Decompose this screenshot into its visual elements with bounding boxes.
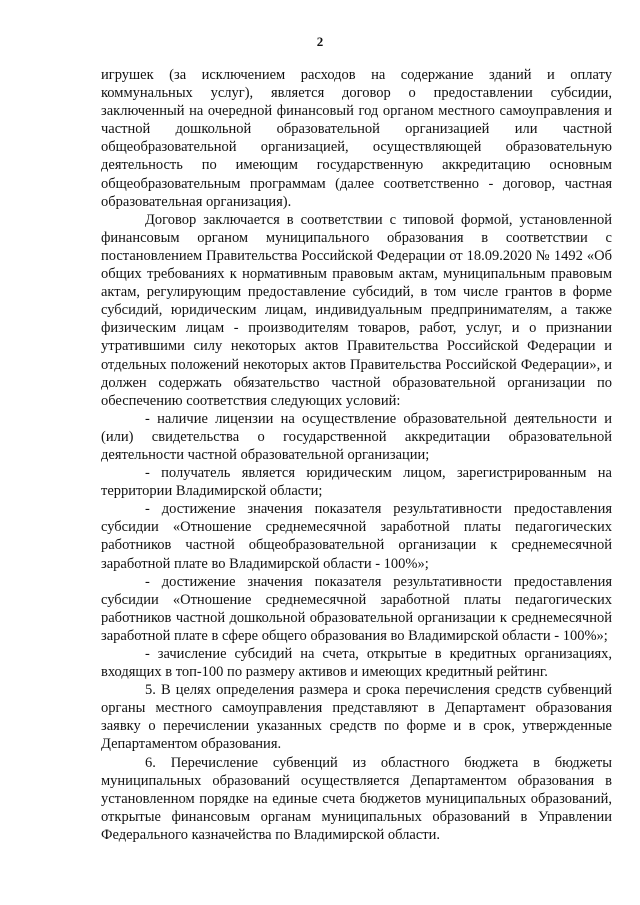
page-number: 2 (316, 34, 324, 49)
list-item-legal-entity: - получатель является юридическим лицом, зарегистрированным на территории Владимирской области; (101, 465, 612, 500)
list-item-general-school-salary: - достижение значения показателя результативности предоставления субсидии «Отношение среднемесячной заработной платы педагогических работников частной общеобразовательной организации к среднемесячной заработной плате во Владимирской области - 100%»; (101, 501, 612, 572)
document-body (101, 66, 612, 844)
paragraph-continuation: игрушек (за исключением расходов на содержание зданий и оплату коммунальных услуг), является договор о предоставлении субсидии, заключенный на очередной финансовый год органом местного самоуправления и частной дошкольной образовательной организацией или частной общеобразовательной организацией, осуществляющей образовательную деятельность по имеющим государственную аккредитацию основным общеобразовательным программам (далее соответственно - договор, частная образовательная организация). (101, 67, 612, 210)
paragraph-section-5: 5. В целях определения размера и срока перечисления средств субвенций органы местного самоуправления представляют в Департамент образования заявку о перечислении указанных средств по форме и в срок, утвержденные Департаментом образования. (101, 682, 612, 753)
list-item-bank-accounts: - зачисление субсидий на счета, открытые в кредитных организациях, входящих в топ-100 по размеру активов и имеющих кредитный рейтинг. (101, 646, 612, 681)
list-item-license: - наличие лицензии на осуществление образовательной деятельности и (или) свидетельства о государственной аккредитации образовательной деятельности частной образовательной организации; (101, 410, 612, 463)
paragraph-contract-conditions: Договор заключается в соответствии с типовой формой, установленной финансовым органом муниципального образования в соответствии с постановлением Правительства Российской Федерации от 18.09.2020 № 1492 «Об общих требованиях к нормативным правовым актам, муниципальным правовым актам, регулирующим предоставление субсидий, в том числе грантов в форме субсидий, юридическим лицам, индивидуальным предпринимателям, а также физическим лицам - производителям товаров, работ, услуг, и о признании утратившими силу некоторых актов Правительства Российской Федерации и отдельных положений некоторых актов Правительства Российской Федерации», и должен содержать обязательство частной образовательной организации по обеспечению соответствия следующих условий: (101, 211, 612, 409)
paragraph-section-6: 6. Перечисление субвенций из областного бюджета в бюджеты муниципальных образований осуществляется Департаментом образования в установленном порядке на единые счета бюджетов муниципальных образований, открытые финансовым органам муниципальных образований в Управлении Федерального казначейства по Владимирской области. (101, 754, 612, 843)
list-item-preschool-salary: - достижение значения показателя результативности предоставления субсидии «Отношение среднемесячной заработной платы педагогических работников частной дошкольной образовательной организации к среднемесячной заработной плате в сфере общего образования во Владимирской области - 100%»; (101, 573, 612, 644)
